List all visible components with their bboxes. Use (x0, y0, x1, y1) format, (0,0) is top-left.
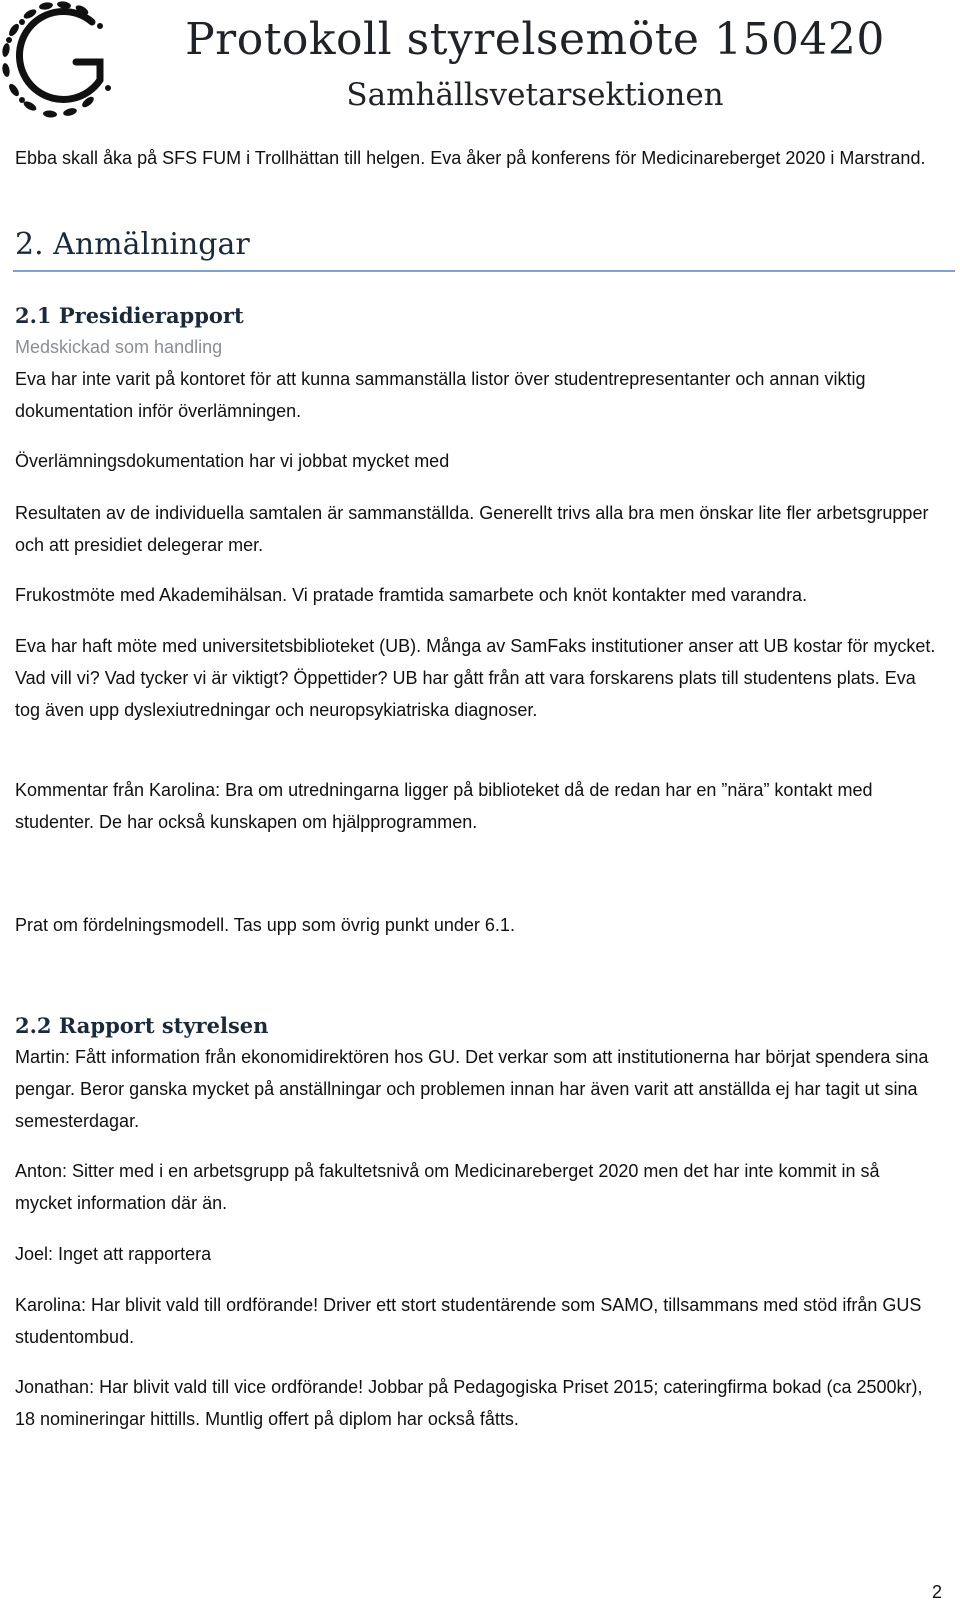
page-number: 2 (931, 1582, 942, 1602)
paragraph: Martin: Fått information från ekonomidirektören hos GU. Det verkar som att institutionerna har börjat spendera sina pengar. Beror ganska mycket på anställningar och problemen innan har även varit att anställda ej har tagit ut sina semesterdagar. (15, 1047, 929, 1131)
subsection-heading-rapport-styrelsen: 2.2 Rapport styrelsen (15, 1013, 269, 1038)
paragraph: Jonathan: Har blivit vald till vice ordförande! Jobbar på Pedagogiska Priset 2015; cateringfirma bokad (ca 2500kr), 18 nomineringar hittills. Muntlig offert på diplom har också fåtts. (15, 1377, 923, 1429)
paragraph: Joel: Inget att rapportera (15, 1244, 212, 1264)
intro-paragraph: Ebba skall åka på SFS FUM i Trollhättan till helgen. Eva åker på konferens för Medicinareberget 2020 i Marstrand. (15, 148, 926, 168)
paragraph: Eva har haft möte med universitetsbiblioteket (UB). Många av SamFaks institutioner anser att UB kostar för mycket. Vad vill vi? Vad tycker vi är viktigt? Öppettider? UB har gått från att vara forskarens plats till studentens plats. Eva tog även upp dyslexiutredningar och neuropsykiatriska diagnoser. (15, 636, 936, 720)
paragraph: Anton: Sitter med i en arbetsgrupp på fakultetsnivå om Medicinareberget 2020 men det har inte kommit in så mycket information där än. (15, 1161, 880, 1213)
paragraph: Kommentar från Karolina: Bra om utredningarna ligger på biblioteket då de redan har en ”nära” kontakt med studenter. De har också kunskapen om hjälpprogrammen. (15, 780, 873, 832)
paragraph: Prat om fördelningsmodell. Tas upp som övrig punkt under 6.1. (15, 915, 515, 935)
paragraph: Överlämningsdokumentation har vi jobbat mycket med (15, 451, 450, 471)
paragraph: Frukostmöte med Akademihälsan. Vi pratade framtida samarbete och knöt kontakter med varandra. (15, 585, 808, 605)
paragraph: Resultaten av de individuella samtalen är sammanställda. Generellt trivs alla bra men önskar lite fler arbetsgrupper och att presidiet delegerar mer. (15, 503, 929, 555)
section-logo (0, 0, 120, 120)
organization-name: Samhällsvetarsektionen (346, 77, 724, 113)
subsection-heading-presidierapport: 2.1 Presidierapport (15, 303, 244, 328)
handling-note: Medskickad som handling (15, 337, 223, 357)
section-divider (13, 270, 955, 272)
paragraph: Eva har inte varit på kontoret för att kunna sammanställa listor över studentrepresentanter och annan viktig dokumentation inför överlämningen. (15, 369, 866, 421)
paragraph: Karolina: Har blivit vald till ordförande! Driver ett stort studentärende som SAMO, tillsammans med stöd ifrån GUS studentombud. (15, 1295, 922, 1347)
section-heading: 2. Anmälningar (15, 227, 250, 262)
document-title: Protokoll styrelsemöte 150420 (185, 14, 885, 65)
